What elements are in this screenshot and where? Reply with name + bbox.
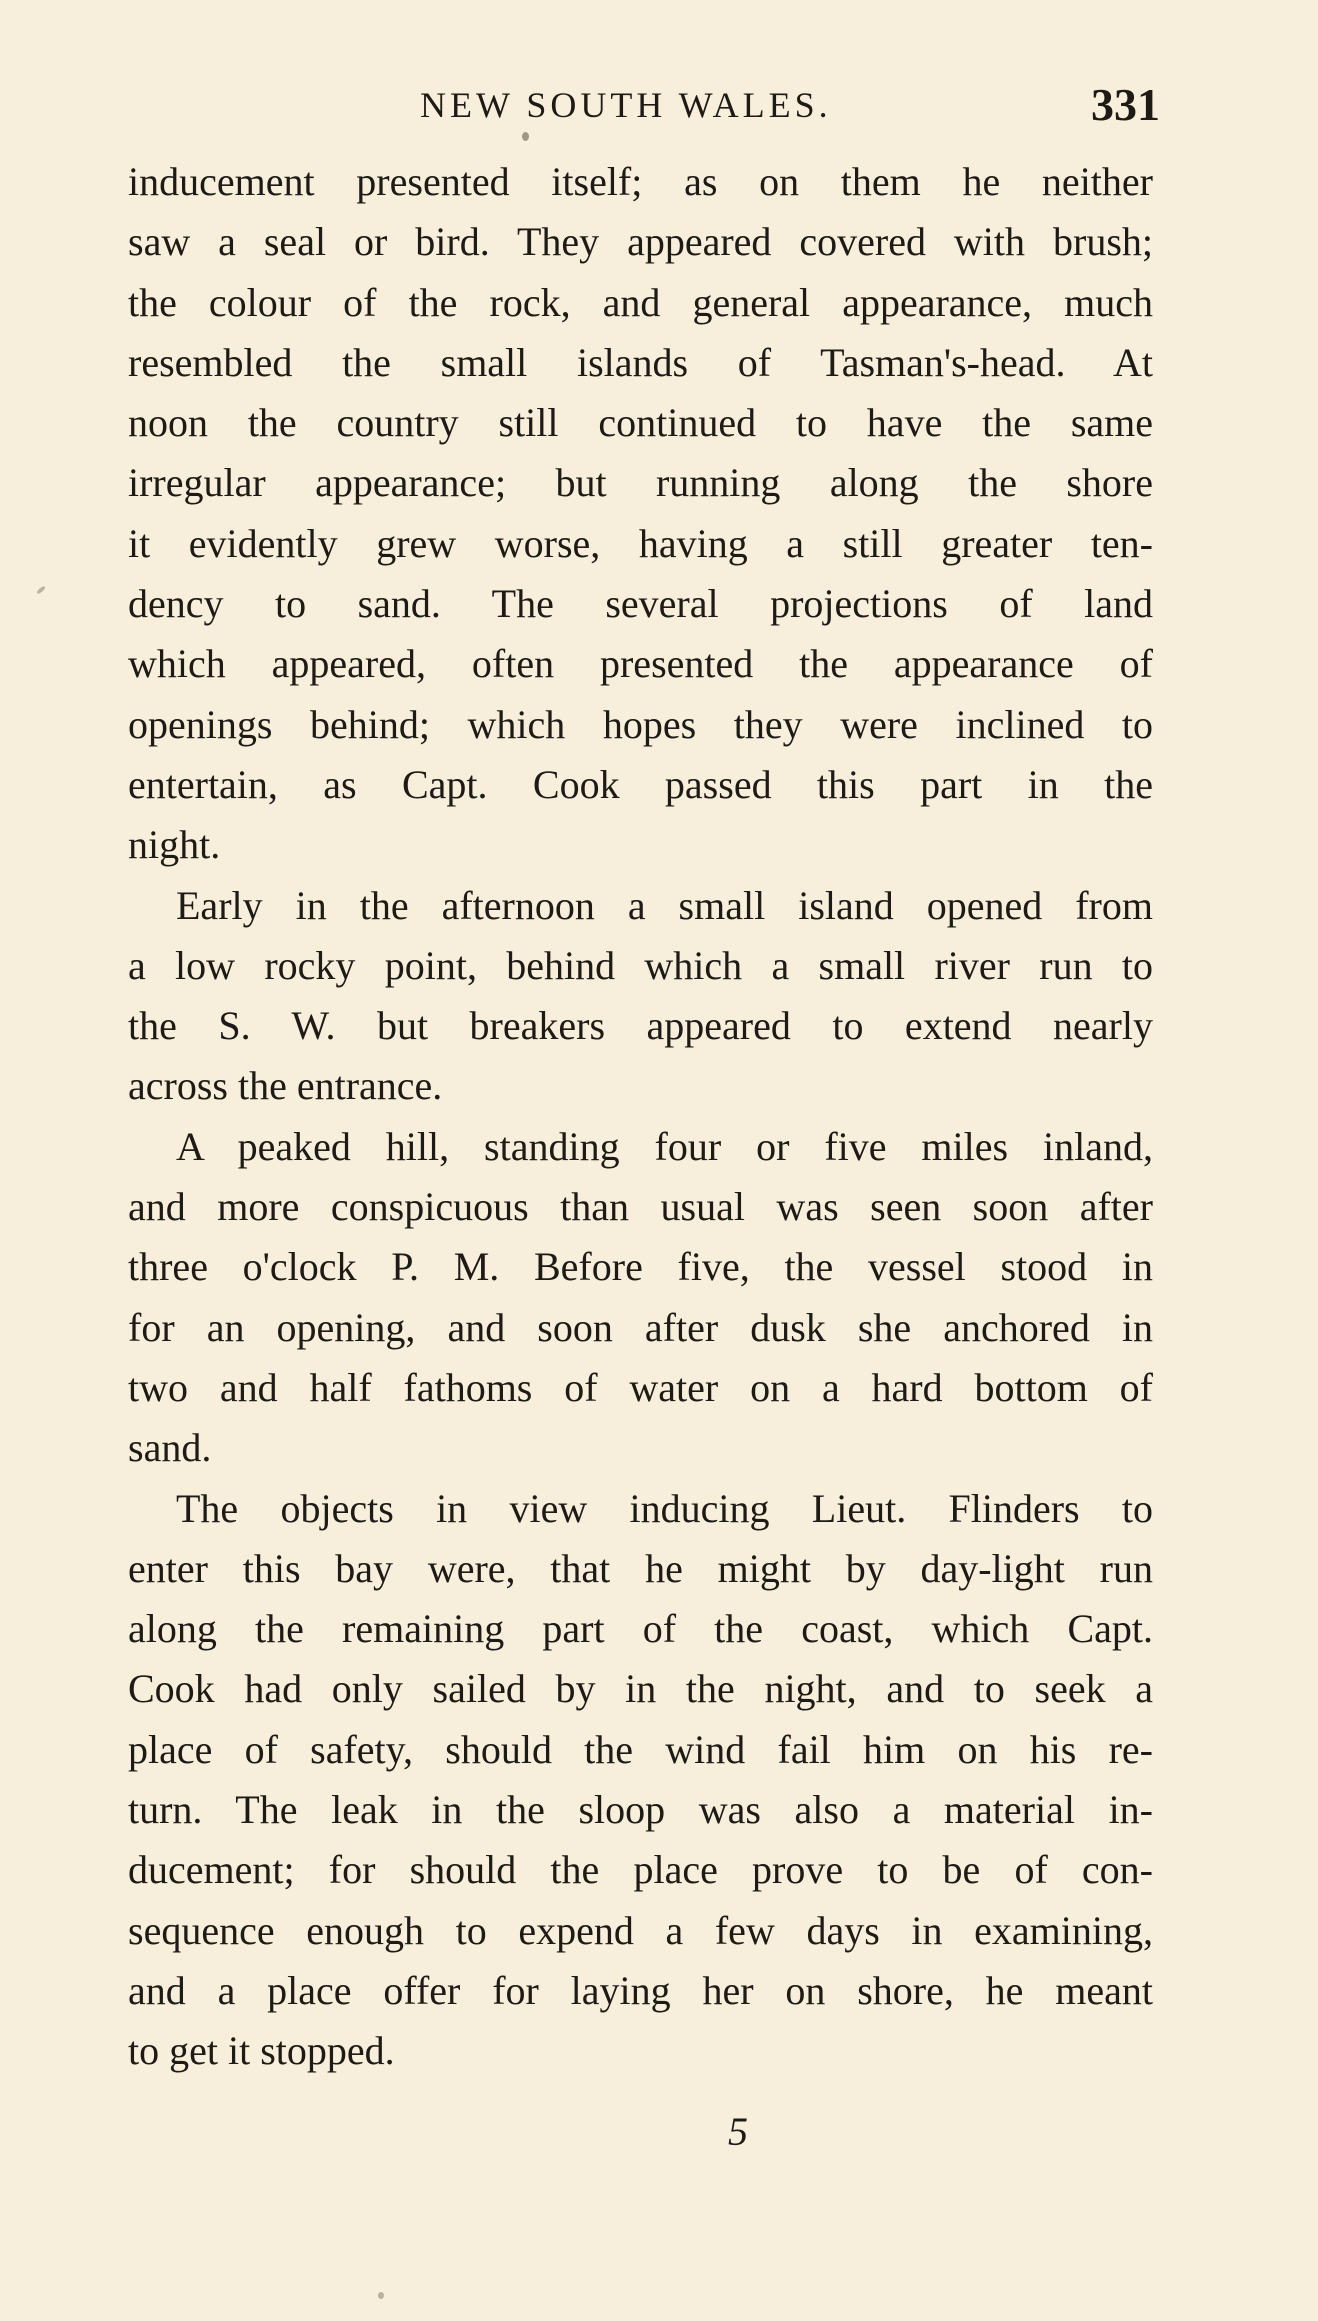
text-line: it evidently grew worse, having a still greater ten- [128, 520, 1153, 566]
text-line: sequence enough to expend a few days in examining, [128, 1907, 1153, 1953]
paragraph [128, 152, 1153, 876]
text-line: across the entrance. [128, 1063, 443, 1109]
text-line: place of safety, should the wind fail him on his re- [128, 1726, 1153, 1772]
page-number: 331 [1091, 79, 1160, 130]
paragraph [128, 1117, 1153, 1479]
text-line: turn. The leak in the sloop was also a material in- [128, 1787, 1153, 1833]
text-line: a low rocky point, behind which a small river run to [128, 942, 1153, 988]
text-line: resembled the small islands of Tasman's-head. At [128, 339, 1153, 385]
text-line: saw a seal or bird. They appeared covered with brush; [128, 219, 1153, 265]
text-line: along the remaining part of the coast, which Capt. [128, 1606, 1153, 1652]
ink-speck [36, 585, 46, 594]
text-line: which appeared, often presented the appearance of [128, 641, 1153, 687]
text-line: ducement; for should the place prove to be of con- [128, 1847, 1153, 1893]
text-line: two and half fathoms of water on a hard bottom of [128, 1364, 1153, 1410]
text-line: to get it stopped. [128, 2028, 395, 2074]
running-head [120, 78, 1160, 138]
body-text [128, 152, 1153, 2082]
ink-speck [522, 132, 529, 141]
paragraph [128, 876, 1153, 1117]
text-line: noon the country still continued to have the same [128, 400, 1153, 446]
text-line: sand. [128, 1425, 212, 1471]
text-line: openings behind; which hopes they were inclined to [128, 701, 1153, 747]
text-line: A peaked hill, standing four or five miles inland, [176, 1123, 1153, 1169]
paragraph [128, 1479, 1153, 2082]
signature-mark: 5 [728, 2109, 748, 2154]
text-line: the S. W. but breakers appeared to extend nearly [128, 1003, 1153, 1049]
text-line: and more conspicuous than usual was seen soon after [128, 1184, 1153, 1230]
text-line: night. [128, 822, 221, 868]
text-line: irregular appearance; but running along the shore [128, 460, 1153, 506]
text-line: three o'clock P. M. Before five, the vessel stood in [128, 1244, 1153, 1290]
text-line: The objects in view inducing Lieut. Flinders to [176, 1485, 1153, 1531]
text-line: Cook had only sailed by in the night, and to seek a [128, 1666, 1153, 1712]
text-line: the colour of the rock, and general appearance, much [128, 279, 1153, 325]
text-line: dency to sand. The several projections of land [128, 581, 1153, 627]
ink-speck [378, 2292, 384, 2299]
text-line: enter this bay were, that he might by day-light run [128, 1545, 1153, 1591]
text-line: inducement presented itself; as on them he neither [128, 159, 1153, 204]
text-line: Early in the afternoon a small island opened from [176, 882, 1153, 928]
text-line: entertain, as Capt. Cook passed this part in the [128, 761, 1153, 807]
text-line: and a place offer for laying her on shore, he meant [128, 1967, 1153, 2013]
text-line: for an opening, and soon after dusk she anchored in [128, 1304, 1153, 1350]
running-head-title: NEW SOUTH WALES. [420, 85, 832, 125]
